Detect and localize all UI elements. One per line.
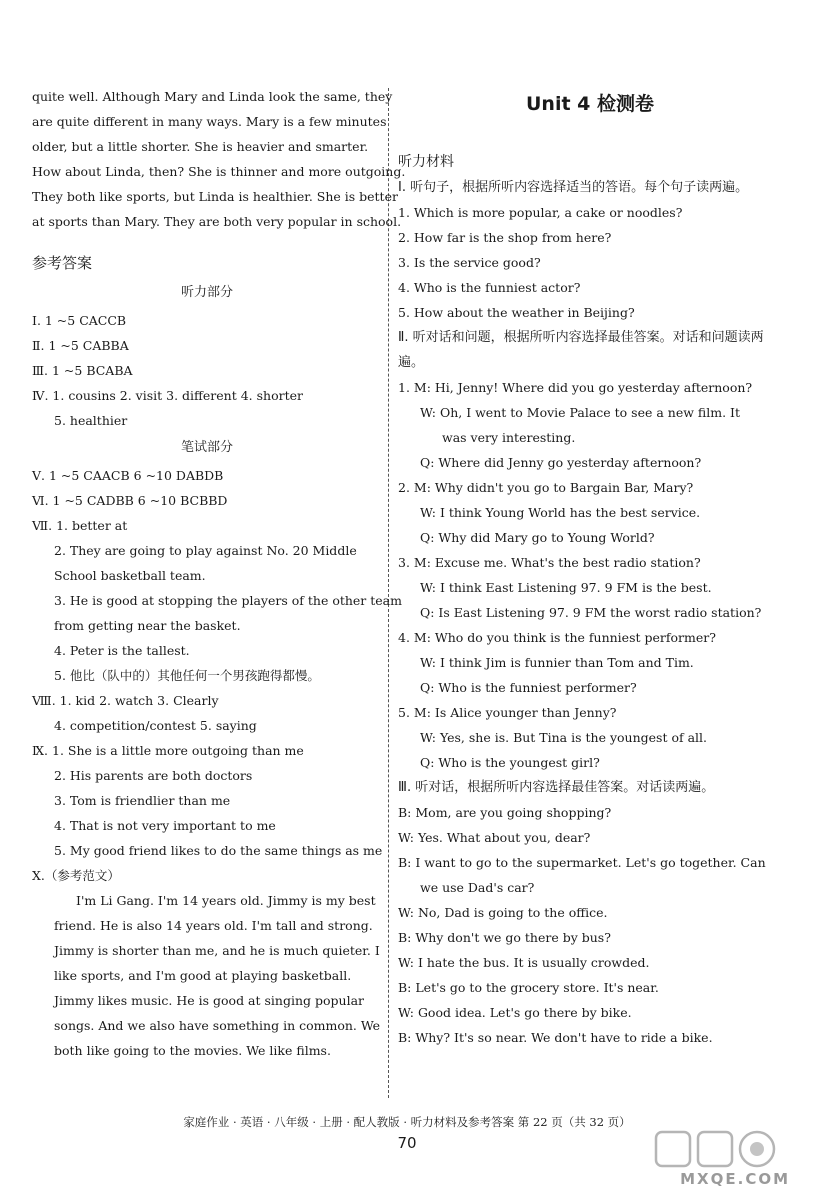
written-answer-line: Jimmy is shorter than me, and he is much quieter. I [54, 943, 380, 958]
section2-item-line: W: I think Young World has the best service. [420, 505, 701, 520]
section3-item-line: B: Let's go to the grocery store. It's near. [398, 980, 659, 995]
listening-answers [32, 308, 382, 433]
written-answer-line: 5. 他比（队中的）其他任何一个男孩跑得都慢。 [54, 668, 320, 683]
written-answer-line: 2. They are going to play against No. 20 Middle [54, 543, 357, 558]
written-answers [32, 463, 402, 1063]
written-answer-line: Ⅴ. 1 ~5 CAACB 6 ~10 DABDB [32, 468, 224, 483]
section2-item-line: Q: Is East Listening 97. 9 FM the worst radio station? [420, 605, 762, 620]
listening-answer-line: 5. healthier [54, 413, 128, 428]
section1-item-line: 2. How far is the shop from here? [398, 230, 612, 245]
passage-line: They both like sports, but Linda is healthier. She is better [32, 189, 398, 204]
unit-title: Unit 4 检测卷 [526, 93, 654, 115]
written-answer-line: songs. And we also have something in common. We [54, 1018, 381, 1033]
section2-item-line: W: I think East Listening 97. 9 FM is the best. [420, 580, 712, 595]
listening-title: 听力部分 [180, 285, 233, 300]
section2-item-line: 3. M: Excuse me. What's the best radio station? [398, 555, 701, 570]
section2-item-line: 2. M: Why didn't you go to Bargain Bar, Mary? [398, 480, 694, 495]
section1-item-line: 3. Is the service good? [398, 255, 541, 270]
written-title: 笔试部分 [180, 440, 233, 455]
written-answer-line: 4. That is not very important to me [54, 818, 276, 833]
written-answer-line: 2. His parents are both doctors [54, 768, 253, 783]
section2-heading: Ⅱ. 听对话和问题，根据所听内容选择最佳答案。对话和问题读两遍。 [398, 330, 764, 370]
right-column [398, 84, 782, 1050]
written-answer-line: Ⅸ. 1. She is a little more outgoing than me [32, 743, 304, 758]
section2-item-line: W: Yes, she is. But Tina is the youngest of all. [420, 730, 707, 745]
passage [32, 84, 406, 234]
page-footer: 家庭作业 · 英语 · 八年级 · 上册 · 配人教版 · 听力材料及参考答案 第 22 页（共 32 页） [183, 1115, 631, 1129]
section2-item-line: 5. M: Is Alice younger than Jenny? [398, 705, 617, 720]
section2-item-line: Q: Where did Jenny go yesterday afternoon? [420, 455, 702, 470]
listening-answer-line: Ⅲ. 1 ~5 BCABA [32, 363, 133, 378]
section2-item-line: Q: Who is the youngest girl? [420, 755, 600, 770]
written-answer-line: 4. competition/contest 5. saying [54, 718, 257, 733]
listening-answer-line: Ⅰ. 1 ~5 CACCB [32, 313, 127, 328]
section2-item-line: Q: Who is the funniest performer? [420, 680, 637, 695]
section3-item-line: B: I want to go to the supermarket. Let's go together. Can [398, 855, 766, 870]
passage-line: older, but a little shorter. She is heavier and smarter. [32, 139, 369, 154]
written-answer-line: friend. He is also 14 years old. I'm tall and strong. [54, 918, 373, 933]
materials-title: 听力材料 [398, 154, 454, 170]
section2-item-line: W: Oh, I went to Movie Palace to see a new film. It [420, 405, 740, 420]
written-answer-line: School basketball team. [54, 568, 206, 583]
section2-items [398, 375, 782, 775]
written-answer-line: Ⅵ. 1 ~5 CADBB 6 ~10 BCBBD [32, 493, 228, 508]
written-answer-line: from getting near the basket. [54, 618, 241, 633]
section3-item-line: B: Why? It's so near. We don't have to ride a bike. [398, 1030, 713, 1045]
section2-item-line: 4. M: Who do you think is the funniest performer? [398, 630, 716, 645]
section3-items [398, 800, 782, 1050]
passage-line: at sports than Mary. They are both very popular in school. [32, 214, 402, 229]
answers-title: 参考答案 [32, 254, 93, 272]
written-answer-line: like sports, and I'm good at playing basketball. [54, 968, 352, 983]
watermark-text: MXQE.COM [680, 1170, 790, 1188]
watermark [626, 1128, 796, 1192]
written-answer-line: 4. Peter is the tallest. [54, 643, 190, 658]
listening-answer-line: Ⅳ. 1. cousins 2. visit 3. different 4. shorter [32, 388, 303, 403]
section3-item-line: W: Yes. What about you, dear? [398, 830, 591, 845]
written-answer-line: 3. He is good at stopping the players of the other team [54, 593, 402, 608]
written-answer-line: Ⅶ. 1. better at [32, 518, 128, 533]
section2-item-line: 1. M: Hi, Jenny! Where did you go yesterday afternoon? [398, 380, 753, 395]
section3-item-line: W: I hate the bus. It is usually crowded. [398, 955, 650, 970]
section3-item-line: W: Good idea. Let's go there by bike. [398, 1005, 632, 1020]
section2-item-line: Q: Why did Mary go to Young World? [420, 530, 655, 545]
section3-item-line: W: No, Dad is going to the office. [398, 905, 608, 920]
passage-line: How about Linda, then? She is thinner and more outgoing. [32, 164, 406, 179]
written-answer-line: both like going to the movies. We like films. [54, 1043, 331, 1058]
section2-item-line: was very interesting. [442, 430, 576, 445]
left-column [32, 84, 406, 1063]
passage-line: are quite different in many ways. Mary is a few minutes [32, 114, 387, 129]
section3-item-line: B: Mom, are you going shopping? [398, 805, 612, 820]
written-answer-line: Ⅹ.（参考范文） [32, 868, 120, 883]
section1-item-line: 1. Which is more popular, a cake or noodles? [398, 205, 683, 220]
written-answer-line: Ⅷ. 1. kid 2. watch 3. Clearly [32, 693, 219, 708]
page-number: 70 [397, 1134, 417, 1152]
section3-item-line: we use Dad's car? [420, 880, 535, 895]
section1-items [398, 200, 782, 325]
section3-item-line: B: Why don't we go there by bus? [398, 930, 611, 945]
section2-item-line: W: I think Jim is funnier than Tom and Tim. [420, 655, 694, 670]
section1-heading: Ⅰ. 听句子，根据所听内容选择适当的答语。每个句子读两遍。 [398, 180, 749, 195]
passage-line: quite well. Although Mary and Linda look the same, they [32, 89, 393, 104]
written-answer-line: 5. My good friend likes to do the same things as me [54, 843, 383, 858]
section1-item-line: 4. Who is the funniest actor? [398, 280, 581, 295]
written-answer-line: 3. Tom is friendlier than me [54, 793, 231, 808]
written-answer-line: I'm Li Gang. I'm 14 years old. Jimmy is my best [76, 893, 376, 908]
section1-item-line: 5. How about the weather in Beijing? [398, 305, 635, 320]
written-answer-line: Jimmy likes music. He is good at singing popular [54, 993, 364, 1008]
listening-answer-line: Ⅱ. 1 ~5 CABBA [32, 338, 129, 353]
section3-heading: Ⅲ. 听对话，根据所听内容选择最佳答案。对话读两遍。 [398, 780, 715, 795]
